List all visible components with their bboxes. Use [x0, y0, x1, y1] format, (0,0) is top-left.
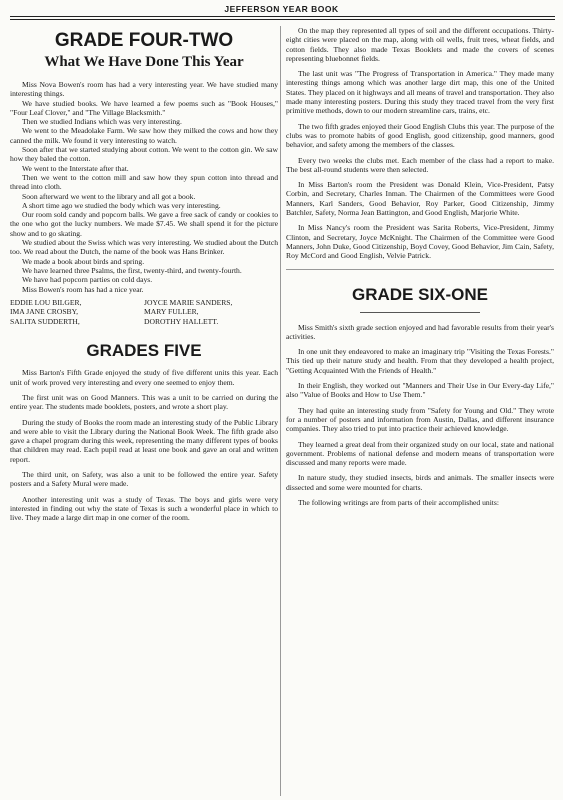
paragraph: We have had popcorn parties on cold days. — [22, 275, 153, 285]
paragraph: They learned a great deal from their organized study on our local, state and national government. Problems of national defense and modern means of transportation were discussed and many reports were made. — [286, 439, 554, 468]
paragraph: Then we went to the cotton mill and saw how they spun cotton into thread and thread into cloth. — [10, 172, 278, 192]
author-name: EDDIE LOU BILGER, — [10, 297, 82, 307]
author-name: IMA JANE CROSBY, — [10, 307, 79, 317]
section-title: GRADE FOUR-TWO — [54, 30, 234, 51]
title-rule — [360, 312, 480, 313]
paragraph: We have learned three Psalms, the first, twenty-third, and twenty-fourth. — [22, 265, 242, 275]
paragraph: A short time ago we studied the body which was very interesting. — [22, 200, 221, 210]
paragraph: The first unit was on Good Manners. This was a unit to be carried on during the entire year. The students made booklets, posters, and wrote a short play. — [10, 392, 278, 412]
author-names — [10, 298, 278, 327]
paragraph: Miss Smith's sixth grade section enjoyed and had favorable results from their year's activities. — [286, 322, 554, 341]
paragraph: During the study of Books the room made an interesting study of the Public Library and were able to visit the Library during the National Book Week. The fifth grade also gave a chapel program during this week, representing the many different types of books that children may read. Each pupil read at least one book and gave an oral and written report. — [10, 417, 278, 464]
paragraph: In one unit they endeavored to make an imaginary trip "Visiting the Texas Forests." This tied up their nature study and health. From that they developed a health project, "Getting Acquainted With the Friends of Health." — [286, 347, 554, 375]
paragraph: The two fifth grades enjoyed their Good English Clubs this year. The purpose of the clubs was to promote habits of good English, good citizenship, good manners, good behavior, and safety among the members of the classes. — [286, 121, 554, 150]
column-divider — [280, 26, 281, 796]
paragraph: We studied about the Swiss which was very interesting. We studied about the Dutch too. We read about the Dutch, the name of the book was Hans Brinker. — [10, 238, 278, 257]
grades-five-text — [10, 368, 278, 522]
grade-four-two-text — [10, 80, 278, 294]
page-header: JEFFERSON YEAR BOOK — [224, 4, 339, 14]
paragraph: Miss Nova Bowen's room has had a very interesting year. We have studied many interesting things. — [10, 80, 278, 99]
paragraph: Every two weeks the clubs met. Each member of the class had a report to make. The best all-round students were then selected. — [286, 155, 554, 174]
grades-five-continued — [286, 26, 554, 261]
paragraph: In Miss Nancy's room the President was Sarita Roberts, Vice-President, Jimmy Clinton, and Secretary, Joyce McKnight. The Chairmen of the Committee were Good Manners, John Duke, Good Citizenship, Boyd Covey, Good Behavior, Jim Cain, Safety, Roy McCord and Good English, Velvie Patrick. — [286, 223, 554, 261]
paragraph: We have studied books. We have learned a few poems such as "Book Houses," "Four Leaf Clover," and "The Village Blacksmith." — [10, 98, 278, 117]
paragraph: Another interesting unit was a study of Texas. The boys and girls were very interested in finding out why the state of Texas is such a wonderful place in which to live. They made a large dirt map in one corner of the room. — [10, 494, 278, 523]
paragraph: In nature study, they studied insects, birds and animals. The smaller insects were dissected and some were mounted for charts. — [286, 473, 554, 492]
section-title: GRADE SIX-ONE — [351, 284, 489, 304]
right-column — [286, 26, 554, 513]
paragraph: In Miss Barton's room the President was Donald Klein, Vice-President, Patsy Corbin, and Secretary, Charles Inman. The Chairmen of the Committees were Good Manners, Karl Sanders, Good Behavior, Roy Parker, Good Citizenship, Jimmy Batchler, Safety, Norma Jean Battington, and Good English, Marjorie White. — [286, 180, 554, 218]
paragraph: The last unit was "The Progress of Transportation in America." They made many interesting things among which was another large dirt map, this one of the United States. They placed on it highways and all means of travel and transportation. They also made many interesting posters. During this study they traced travel from the very first primitive methods, down to our modern streamline cars, trains, etc. — [286, 69, 554, 116]
paragraph: Soon after that we started studying about cotton. We went to the cotton gin. We saw how they baled the cotton. — [10, 145, 278, 164]
paragraph: Miss Barton's Fifth Grade enjoyed the study of five different units this year. Each unit of work proved very interesting and every one seemed to enjoy them. — [10, 368, 278, 387]
paragraph: In their English, they worked out "Manners and Their Use in Our Every-day Life," also "Value of Books and How to Use Them." — [286, 381, 554, 400]
paragraph: Our room sold candy and popcorn balls. We gave a free sack of candy or cookies to the one who got the lucky numbers. We made $7.45. We shall spend it for the picture show and to go skating. — [10, 210, 278, 238]
author-name: JOYCE MARIE SANDERS, — [144, 297, 233, 307]
paragraph: We went to the Interstate after that. — [22, 163, 129, 173]
author-name: SALITA SUDDERTH, — [10, 316, 80, 326]
paragraph: We made a book about birds and spring. — [22, 256, 145, 266]
paragraph: Soon afterward we went to the library and all got a book. — [22, 191, 196, 201]
paragraph: They had quite an interesting study from "Safety for Young and Old." They wrote for a number of posters and information from Austin, Dallas, and different insurance companies. They also tried to put into practice their achieved knowledge. — [286, 405, 554, 434]
paragraph: On the map they represented all types of soil and the different occupations. Thirty-eight cities were placed on the map, along with oil wells, fruit trees, wheat fields, and cotton fields. They also made Texas Booklets and made the covers of scenes representing bluebonnet fields. — [286, 26, 554, 63]
paragraph: Then we studied Indians which was very interesting. — [22, 117, 182, 127]
paragraph: Miss Bowen's room has had a nice year. — [22, 284, 144, 294]
grade-six-one-text — [286, 323, 554, 508]
author-name: DOROTHY HALLETT. — [144, 316, 219, 326]
header-rule — [10, 19, 555, 20]
paragraph: The third unit, on Safety, was also a unit to be followed the entire year. Safety posters and a Safety Mural were made. — [10, 470, 278, 489]
author-name: MARY FULLER, — [144, 307, 199, 317]
section-divider — [286, 269, 554, 270]
header-rule — [10, 16, 555, 17]
section-title: GRADES FIVE — [86, 341, 202, 361]
paragraph: The following writings are from parts of their accomplished units: — [298, 497, 499, 507]
paragraph: We went to the Meadolake Farm. We saw how they milked the cows and how they canned the milk. We found it very interesting to watch. — [10, 126, 278, 145]
section-subtitle: What We Have Done This Year — [44, 54, 244, 70]
left-column — [10, 26, 278, 528]
